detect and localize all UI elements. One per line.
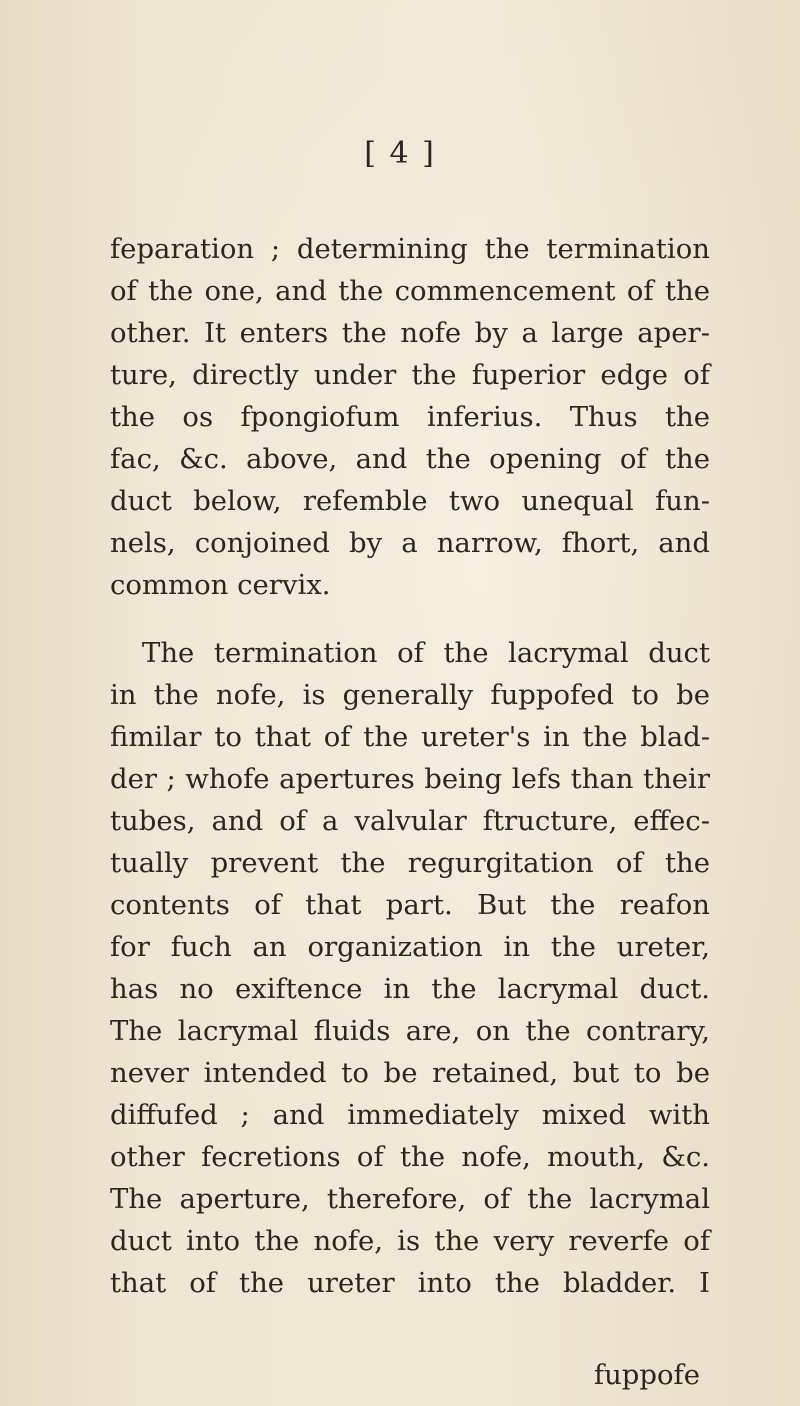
text-line: never intended to be retained, but to be [110,1057,710,1089]
text-line: for fuch an organization in the ureter, [110,931,710,963]
text-line: der ; whofe apertures being lefs than their [110,763,710,795]
text-line: other. It enters the nofe by a large aper- [110,317,710,349]
paragraph-2 [110,632,710,1304]
text-line: duct into the nofe, is the very reverfe of [110,1225,710,1257]
text-line: the os fpongiofum inferius. Thus the [110,401,710,433]
text-line: tubes, and of a valvular ftructure, effec- [110,805,710,837]
text-line: The lacrymal fluids are, on the contrary, [110,1015,710,1047]
paragraph-1 [110,228,710,606]
text-line: The termination of the lacrymal duct [142,637,710,669]
text-line: ture, directly under the fuperior edge of [110,359,710,391]
text-line: common cervix. [110,569,331,601]
text-line: fimilar to that of the ureter's in the blad- [110,721,710,753]
text-line: other fecretions of the nofe, mouth, &c. [110,1141,710,1173]
text-line: The aperture, therefore, of the lacrymal [110,1183,710,1215]
text-line: in the nofe, is generally fuppofed to be [110,679,710,711]
text-line: contents of that part. But the reafon [110,889,710,921]
text-line: that of the ureter into the bladder. I [110,1267,710,1299]
text-line: feparation ; determining the termination [110,233,710,265]
text-line: duct below, refemble two unequal fun- [110,485,710,517]
page-number-header: [ 4 ] [364,136,436,171]
text-line: nels, conjoined by a narrow, fhort, and [110,527,710,559]
text-line: has no exiftence in the lacrymal duct. [110,973,710,1005]
text-line: tually prevent the regurgitation of the [110,847,710,879]
text-line: fac, &c. above, and the opening of the [110,443,710,475]
catchword: fuppofe [593,1359,700,1391]
text-line: diffufed ; and immediately mixed with [110,1099,710,1131]
text-line: of the one, and the commencement of the [110,275,710,307]
